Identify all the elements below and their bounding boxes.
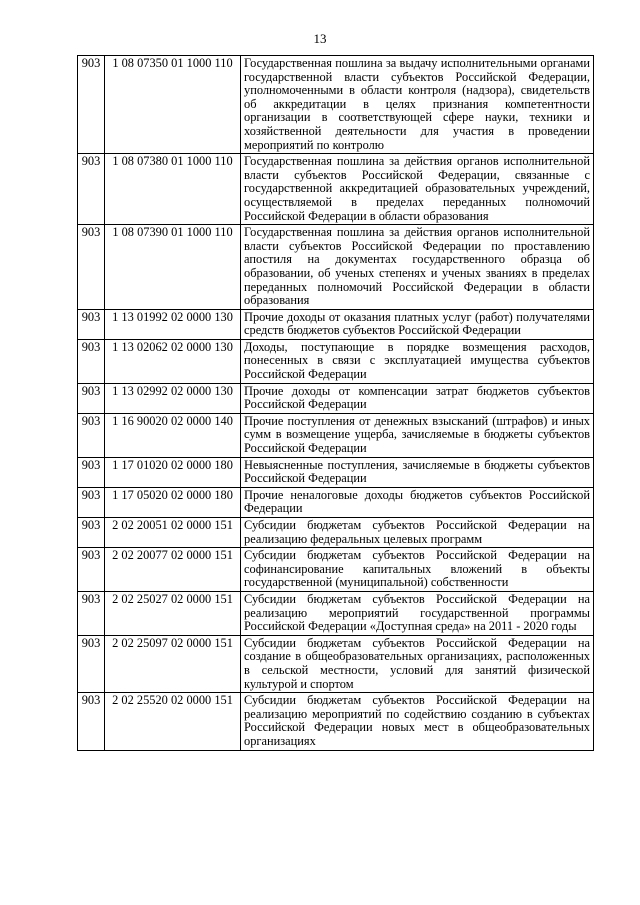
table-row [78,383,594,413]
revenue-name-cell: Прочие неналоговые доходы бюджетов субъектов Российской Федерации [241,487,594,517]
revenue-name-cell: Государственная пошлина за действия органов исполнительной власти субъектов Российской Федерации, связанные с государственной аккредитацией образовательных учреждений, осуществляемой в пределах переданных полномочий Российской Федерации в области образования [241,154,594,225]
admin-code-cell: 903 [78,693,105,750]
table-row [78,339,594,383]
admin-code-cell: 903 [78,309,105,339]
table-row [78,154,594,225]
table-row [78,635,594,692]
budget-code-cell: 1 13 02062 02 0000 130 [105,339,241,383]
page-number: 13 [313,31,327,46]
budget-code-cell: 2 02 20077 02 0000 151 [105,548,241,592]
budget-code-cell: 2 02 25520 02 0000 151 [105,693,241,750]
revenue-name-cell: Государственная пошлина за действия органов исполнительной власти субъектов Российской Федерации по проставлению апостиля на документах государственного образца об образовании, об ученых степенях и ученых званиях в пределах переданных полномочий Российской Федерации в области образования [241,225,594,310]
revenue-name-cell: Субсидии бюджетам субъектов Российской Федерации на софинансирование капитальных вложений в объекты государственной (муниципальной) собственности [241,548,594,592]
table-row [78,693,594,750]
admin-code-cell: 903 [78,487,105,517]
revenue-name-cell: Прочие поступления от денежных взысканий (штрафов) и иных сумм в возмещение ущерба, зачисляемые в бюджеты субъектов Российской Федерации [241,413,594,457]
admin-code-cell: 903 [78,154,105,225]
admin-code-cell: 903 [78,635,105,692]
admin-code-cell: 903 [78,225,105,310]
table-row [78,518,594,548]
revenue-name-cell: Субсидии бюджетам субъектов Российской Федерации на реализацию федеральных целевых программ [241,518,594,548]
admin-code-cell: 903 [78,413,105,457]
table-row [78,487,594,517]
revenue-name-cell: Субсидии бюджетам субъектов Российской Федерации на реализацию мероприятий государственной программы Российской Федерации «Доступная среда» на 2011 - 2020 годы [241,591,594,635]
revenue-name-cell: Невыясненные поступления, зачисляемые в бюджеты субъектов Российской Федерации [241,457,594,487]
budget-code-cell: 2 02 25097 02 0000 151 [105,635,241,692]
table-row [78,309,594,339]
budget-code-cell: 1 08 07390 01 1000 110 [105,225,241,310]
table-row [78,56,594,154]
table-row [78,413,594,457]
budget-code-cell: 1 08 07380 01 1000 110 [105,154,241,225]
admin-code-cell: 903 [78,339,105,383]
budget-code-cell: 1 13 02992 02 0000 130 [105,383,241,413]
admin-code-cell: 903 [78,457,105,487]
table-row [78,591,594,635]
revenue-name-cell: Прочие доходы от компенсации затрат бюджетов субъектов Российской Федерации [241,383,594,413]
revenue-name-cell: Субсидии бюджетам субъектов Российской Федерации на создание в общеобразовательных организациях, расположенных в сельской местности, условий для занятий физической культурой и спортом [241,635,594,692]
admin-code-cell: 903 [78,383,105,413]
table-row [78,457,594,487]
admin-code-cell: 903 [78,591,105,635]
revenue-name-cell: Прочие доходы от оказания платных услуг (работ) получателями средств бюджетов субъектов Российской Федерации [241,309,594,339]
budget-code-cell: 1 08 07350 01 1000 110 [105,56,241,154]
budget-classification-table [77,55,594,751]
budget-code-cell: 1 17 01020 02 0000 180 [105,457,241,487]
admin-code-cell: 903 [78,56,105,154]
budget-code-cell: 2 02 20051 02 0000 151 [105,518,241,548]
budget-code-cell: 1 16 90020 02 0000 140 [105,413,241,457]
table-row [78,225,594,310]
budget-code-cell: 1 17 05020 02 0000 180 [105,487,241,517]
admin-code-cell: 903 [78,518,105,548]
admin-code-cell: 903 [78,548,105,592]
revenue-name-cell: Доходы, поступающие в порядке возмещения расходов, понесенных в связи с эксплуатацией имущества субъектов Российской Федерации [241,339,594,383]
budget-code-cell: 1 13 01992 02 0000 130 [105,309,241,339]
table-body [78,56,594,751]
revenue-name-cell: Субсидии бюджетам субъектов Российской Федерации на реализацию мероприятий по содействию созданию в субъектах Российской Федерации новых мест в общеобразовательных организациях [241,693,594,750]
budget-code-cell: 2 02 25027 02 0000 151 [105,591,241,635]
table-row [78,548,594,592]
revenue-name-cell: Государственная пошлина за выдачу исполнительными органами государственной власти субъектов Российской Федерации, уполномоченными в области контроля (надзора), свидетельств об аккредитации в целях признания компетентности организации в соответствующей сфере науки, техники и хозяйственной деятельности для участия в проведении мероприятий по контролю [241,56,594,154]
